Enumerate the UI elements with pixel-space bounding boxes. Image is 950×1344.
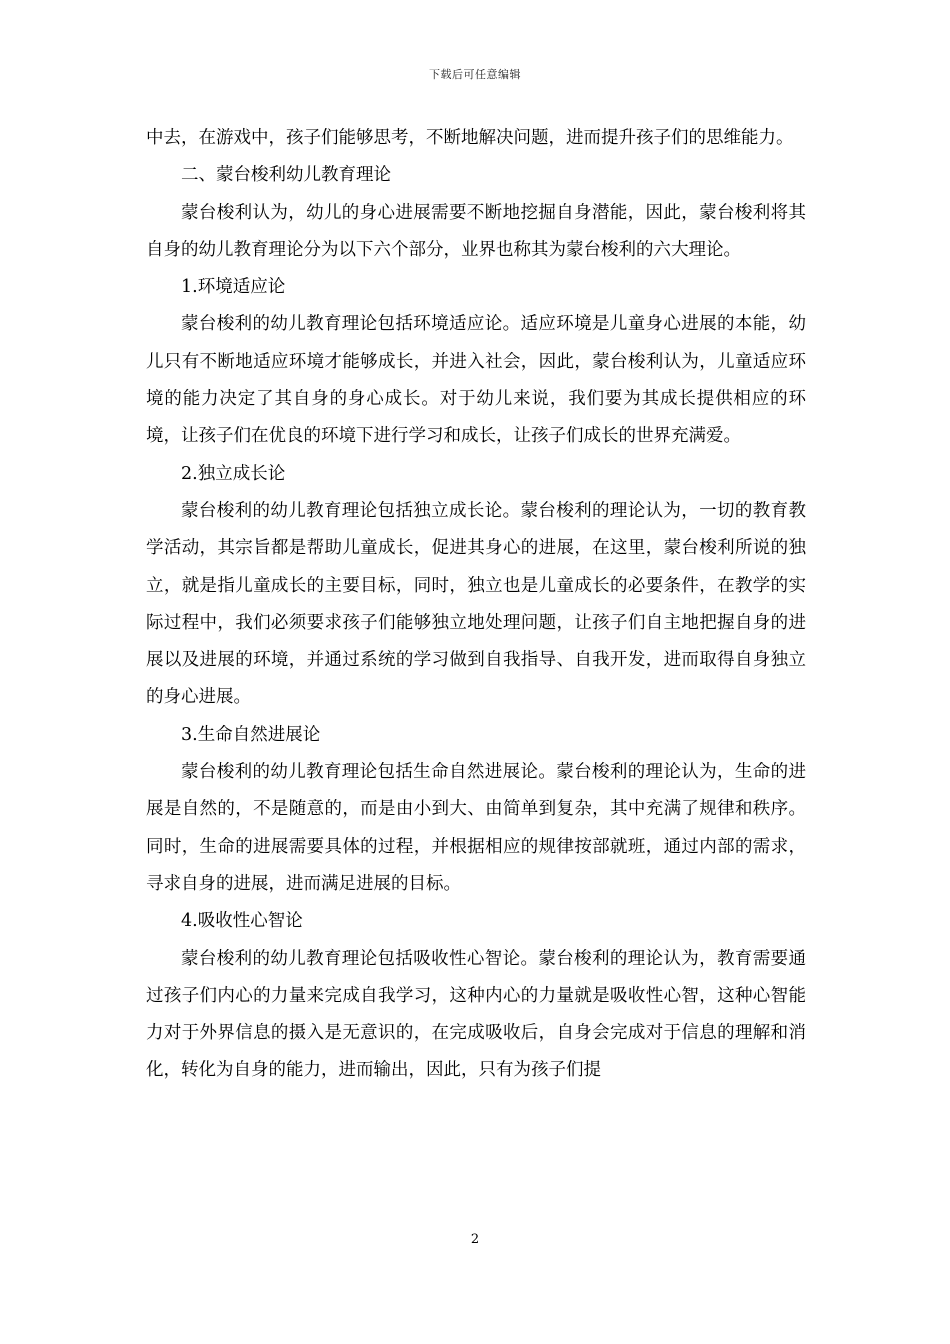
paragraph-continuation: 中去，在游戏中，孩子们能够思考，不断地解决问题，进而提升孩子们的思维能力。 [146,128,794,148]
subheading-environment-adaptation: 1.环境适应论 [181,277,286,298]
header-note: 下载后可任意编辑 [429,68,521,81]
paragraph-absorbent-mind: 蒙台梭利的幼儿教育理论包括吸收性心智论。蒙台梭利的理论认为，教育需要通过孩子们内心的力量来完成自我学习，这种内心的力量就是吸收性心智，这种心智能力对于外界信息的摄入是无意识的，在完成吸收后，自身会完成对于信息的理解和消化，转化为自身的能力，进而输出，因此，只有为孩子们提 [146,948,806,1081]
paragraph-intro: 蒙台梭利认为，幼儿的身心进展需要不断地挖掘自身潜能，因此，蒙台梭利将其自身的幼儿教育理论分为以下六个部分，业界也称其为蒙台梭利的六大理论。 [146,202,806,260]
paragraph-natural-development: 蒙台梭利的幼儿教育理论包括生命自然进展论。蒙台梭利的理论认为，生命的进展是自然的，不是随意的，而是由小到大、由简单到复杂，其中充满了规律和秩序。同时，生命的进展需要具体的过程，并根据相应的规律按部就班，通过内部的需求，寻求自身的进展，进而满足进展的目标。 [146,762,806,894]
subheading-natural-development: 3.生命自然进展论 [181,724,321,745]
subheading-absorbent-mind: 4.吸收性心智论 [181,911,303,932]
section-heading: 二、蒙台梭利幼儿教育理论 [181,165,391,186]
paragraph-independent-growth: 蒙台梭利的幼儿教育理论包括独立成长论。蒙台梭利的理论认为，一切的教育教学活动，其宗旨都是帮助儿童成长，促进其身心的进展，在这里，蒙台梭利所说的独立，就是指儿童成长的主要目标，同时，独立也是儿童成长的必要条件，在教学的实际过程中，我们必须要求孩子们能够独立地处理问题，让孩子们自主地把握自身的进展以及进展的环境，并通过系统的学习做到自我指导、自我开发，进而取得自身独立的身心进展。 [146,500,806,708]
paragraph-environment-adaptation: 蒙台梭利的幼儿教育理论包括环境适应论。适应环境是儿童身心进展的本能，幼儿只有不断地适应环境才能够成长，并进入社会，因此，蒙台梭利认为，儿童适应环境的能力决定了其自身的身心成长。对于幼儿来说，我们要为其成长提供相应的环境，让孩子们在优良的环境下进行学习和成长，让孩子们成长的世界充满爱。 [146,314,806,447]
document-body [146,120,806,1090]
subheading-independent-growth: 2.独立成长论 [181,463,286,484]
page-number: 2 [470,1232,480,1247]
